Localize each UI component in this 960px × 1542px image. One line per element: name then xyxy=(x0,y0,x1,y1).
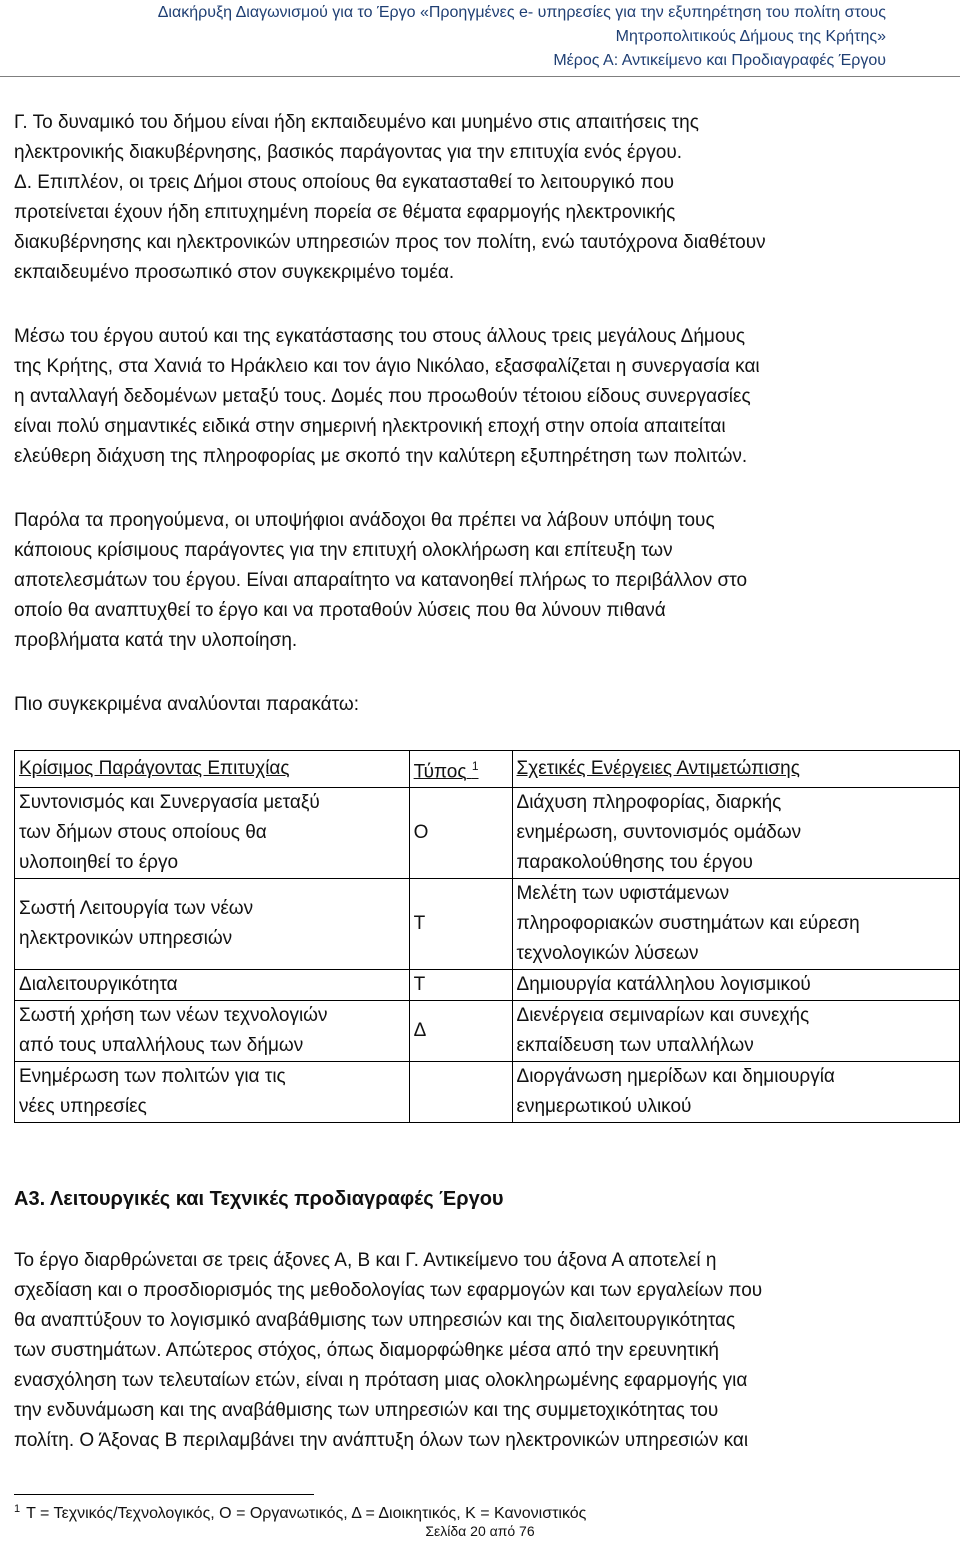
cell-type xyxy=(409,788,512,879)
page-number: Σελίδα 20 από 76 xyxy=(425,1523,535,1539)
table-row xyxy=(15,788,960,879)
cell-factor xyxy=(15,1062,410,1123)
cell-actions xyxy=(512,1062,960,1123)
header-type xyxy=(409,751,512,788)
cell-factor xyxy=(15,1001,410,1062)
header-subtitle: Μέρος Α: Αντικείμενο και Προδιαγραφές Έργου xyxy=(553,52,886,69)
paragraph-d xyxy=(14,168,954,288)
table-intro: Πιο συγκεκριμένα αναλύονται παρακάτω: xyxy=(14,694,359,715)
cell-type xyxy=(409,1062,512,1123)
cell-text: Σωστή Λειτουργία των νέων ηλεκτρονικών υπηρεσιών xyxy=(19,898,254,950)
paragraph-line: εκπαιδευμένο προσωπικό στον συγκεκριμένο τομέα. xyxy=(14,262,455,283)
header-actions-label: Σχετικές Ενέργειες Αντιμετώπισης xyxy=(516,758,800,780)
paragraph-line: την ενδυνάμωση και της αναβάθμισης των υπηρεσιών και της συμμετοχικότητας του xyxy=(14,1400,719,1421)
cell-text: Τ xyxy=(413,974,426,996)
header-type-label: Τύπος xyxy=(413,761,467,783)
paragraph-line: αποτελεσμάτων του έργου. Είναι απαραίτητο να κατανοηθεί πλήρως το περιβάλλον στο xyxy=(14,570,748,591)
paragraph-meso xyxy=(14,322,954,472)
paragraph-line: Δ. Επιπλέον, οι τρεις Δήμοι στους οποίους θα εγκατασταθεί το λειτουργικό που xyxy=(14,172,675,193)
header-factor xyxy=(15,751,410,788)
paragraph-g xyxy=(14,108,954,168)
paragraph-line: Γ. Το δυναμικό του δήμου είναι ήδη εκπαιδευμένο και μυημένο στις απαιτήσεις της xyxy=(14,112,699,133)
paragraph-line: προτείνεται έχουν ήδη επιτυχημένη πορεία σε θέματα εφαρμογής ηλεκτρονικής xyxy=(14,202,676,223)
paragraph-line: οποίο θα αναπτυχθεί το έργο και να προταθούν λύσεις που θα λύνουν πιθανά xyxy=(14,600,666,621)
paragraph-line: κάποιους κρίσιμους παράγοντες για την επιτυχή ολοκλήρωση και επίτευξη των xyxy=(14,540,673,561)
paragraph-line: η ανταλλαγή δεδομένων μεταξύ τους. Δομές που προωθούν τέτοιου είδους συνεργασίες xyxy=(14,386,751,407)
paragraph-line: Το έργο διαρθρώνεται σε τρεις άξονες Α, Β και Γ. Αντικείμενο του άξονα Α αποτελεί η xyxy=(14,1250,717,1271)
cell-text: Δ xyxy=(413,1020,427,1042)
footnote-number: 1 xyxy=(14,1503,21,1515)
cell-type xyxy=(409,970,512,1001)
paragraph-line: προβλήματα κατά την υλοποίηση. xyxy=(14,630,298,651)
footnote-divider xyxy=(14,1494,314,1495)
paragraph-line: Μέσω του έργου αυτού και της εγκατάστασης του στους άλλους τρεις μεγάλους Δήμους xyxy=(14,326,745,347)
paragraph-line: της Κρήτης, στα Χανιά το Ηράκλειο και τον άγιο Νικόλαο, εξασφαλίζεται η συνεργασία και xyxy=(14,356,760,377)
table-row xyxy=(15,1001,960,1062)
success-factors-table xyxy=(14,750,960,1123)
paragraph-line: των συστημάτων. Απώτερος στόχος, όπως διαμορφώθηκε μέσα από την ερευνητική xyxy=(14,1340,719,1361)
table-row xyxy=(15,879,960,970)
paragraph-line: ενασχόληση των τελευταίων ετών, είναι η πρόταση μιας ολοκληρωμένης εφαρμογής για xyxy=(14,1370,748,1391)
paragraph-line: σχεδίαση και ο προσδιορισμός της μεθοδολογίας των εφαρμογών και των εργαλείων που xyxy=(14,1280,763,1301)
cell-text: Μελέτη των υφιστάμενων πληροφοριακών συστημάτων και εύρεση τεχνολογικών λύσεων xyxy=(516,883,860,965)
footnote xyxy=(14,1498,586,1525)
paragraph-line: είναι πολύ σημαντικές ειδικά στην σημερινή ηλεκτρονική εποχή στην οποία απαιτείται xyxy=(14,416,726,437)
paragraph-line: πολίτη. Ο Άξονας Β περιλαμβάνει την ανάπτυξη όλων των ηλεκτρονικών υπηρεσιών και xyxy=(14,1430,749,1451)
cell-actions xyxy=(512,879,960,970)
table-row xyxy=(15,970,960,1001)
cell-text: Ενημέρωση των πολιτών για τις νέες υπηρεσίες xyxy=(19,1066,286,1118)
cell-text: Τ xyxy=(413,913,426,935)
header-title-line-1: Διακήρυξη Διαγωνισμού για το Έργο «Προηγμένες e- υπηρεσίες για την εξυπηρέτηση του πολίτη στους xyxy=(157,4,886,21)
cell-text: Συντονισμός και Συνεργασία μεταξύ των δήμων στους οποίους θα υλοποιηθεί το έργο xyxy=(19,792,320,874)
cell-text: Σωστή χρήση των νέων τεχνολογιών από τους υπαλλήλους των δήμων xyxy=(19,1005,328,1057)
section-title: Α3. Λειτουργικές και Τεχνικές προδιαγραφές Έργου xyxy=(14,1188,504,1210)
cell-text: Ο xyxy=(413,822,429,844)
footnote-ref: 1 xyxy=(471,759,479,773)
cell-type xyxy=(409,879,512,970)
cell-text: Διαλειτουργικότητα xyxy=(19,974,178,996)
cell-actions xyxy=(512,970,960,1001)
cell-text: Διενέργεια σεμιναρίων και συνεχής εκπαίδευση των υπαλλήλων xyxy=(516,1005,810,1057)
cell-type xyxy=(409,1001,512,1062)
table-header-row xyxy=(15,751,960,788)
paragraph-line: Παρόλα τα προηγούμενα, οι υποψήφιοι ανάδοχοι θα πρέπει να λάβουν υπόψη τους xyxy=(14,510,715,531)
page-header xyxy=(0,0,960,76)
cell-text: Διοργάνωση ημερίδων και δημιουργία ενημερωτικού υλικού xyxy=(516,1066,835,1118)
header-factor-label: Κρίσιμος Παράγοντας Επιτυχίας xyxy=(19,758,290,780)
cell-factor xyxy=(15,879,410,970)
cell-text: Διάχυση πληροφορίας, διαρκής ενημέρωση, συντονισμός ομάδων παρακολούθησης του έργου xyxy=(516,792,802,874)
table-row xyxy=(15,1062,960,1123)
header-divider xyxy=(0,76,960,77)
paragraph-axones xyxy=(14,1246,954,1456)
paragraph-line: θα αναπτύξουν το λογισμικό αναβάθμισης των υπηρεσιών και της διαλειτουργικότητας xyxy=(14,1310,736,1331)
paragraph-line: ηλεκτρονικής διακυβέρνησης, βασικός παράγοντας για την επιτυχία ενός έργου. xyxy=(14,142,683,163)
footnote-text: Τ = Τεχνικός/Τεχνολογικός, Ο = Οργανωτικός, Δ = Διοικητικός, Κ = Κανονιστικός xyxy=(26,1505,587,1522)
header-actions xyxy=(512,751,960,788)
paragraph-parola xyxy=(14,506,954,656)
paragraph-line: ελεύθερη διάχυση της πληροφορίας με σκοπό την καλύτερη εξυπηρέτηση των πολιτών. xyxy=(14,446,748,467)
cell-text: Δημιουργία κατάλληλου λογισμικού xyxy=(516,974,811,996)
cell-factor xyxy=(15,788,410,879)
cell-actions xyxy=(512,1001,960,1062)
cell-actions xyxy=(512,788,960,879)
header-title-line-2: Μητροπολιτικούς Δήμους της Κρήτης» xyxy=(615,28,886,45)
paragraph-line: διακυβέρνησης και ηλεκτρονικών υπηρεσιών προς τον πολίτη, ενώ ταυτόχρονα διαθέτουν xyxy=(14,232,766,253)
cell-factor xyxy=(15,970,410,1001)
